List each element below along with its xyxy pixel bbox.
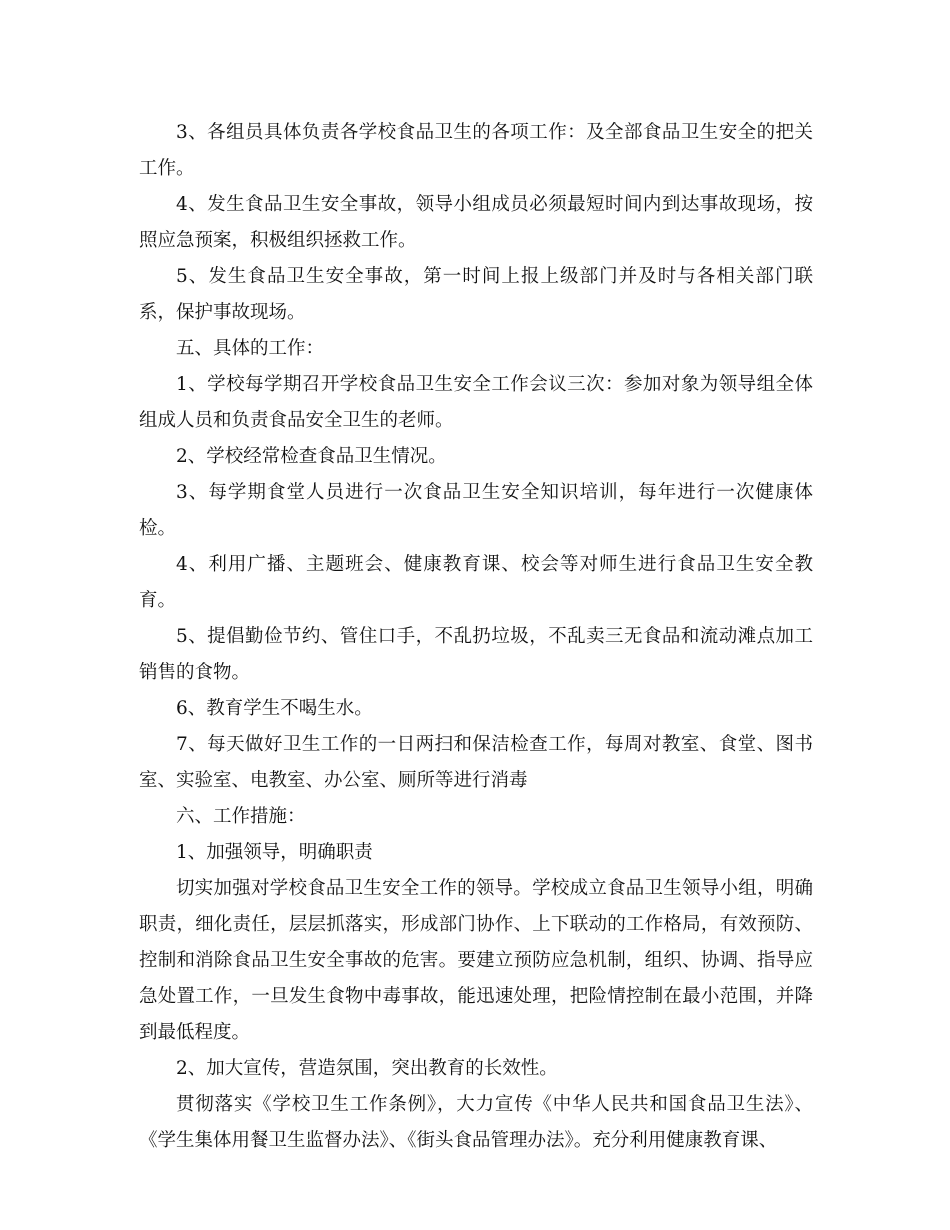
paragraph: 5、发生食品卫生安全事故，第一时间上报上级部门并及时与各相关部门联系，保护事故现场。 xyxy=(139,266,813,323)
paragraph: 7、每天做好卫生工作的一日两扫和保洁检查工作，每周对教室、食堂、图书室、实验室、电教室、办公室、厕所等进行消毒 xyxy=(139,734,813,791)
paragraph: 6、教育学生不喝生水。 xyxy=(176,698,373,719)
section-heading: 五、具体的工作： xyxy=(176,338,325,359)
paragraph: 贯彻落实《学校卫生工作条例》，大力宣传《中华人民共和国食品卫生法》、《学生集体用餐卫生监督办法》、《街头食品管理办法》。充分利用健康教育课、 xyxy=(139,1094,813,1151)
subsection-heading: 2、加大宣传，营造氛围，突出教育的长效性。 xyxy=(176,1058,558,1079)
paragraph: 切实加强对学校食品卫生安全工作的领导。学校成立食品卫生领导小组，明确职责，细化责任，层层抓落实，形成部门协作、上下联动的工作格局，有效预防、控制和消除食品卫生安全事故的危害。要建立预防应急机制，组织、协调、指导应急处置工作，一旦发生食物中毒事故，能迅速处理，把险情控制在最小范围，并降到最低程度。 xyxy=(139,878,813,1043)
document-body xyxy=(139,115,813,1159)
paragraph: 2、学校经常检查食品卫生情况。 xyxy=(176,446,447,467)
subsection-heading: 1、加强领导，明确职责 xyxy=(176,842,373,863)
paragraph: 4、利用广播、主题班会、健康教育课、校会等对师生进行食品卫生安全教育。 xyxy=(139,554,813,611)
paragraph: 3、各组员具体负责各学校食品卫生的各项工作：及全部食品卫生安全的把关工作。 xyxy=(139,122,813,179)
paragraph: 4、发生食品卫生安全事故，领导小组成员必须最短时间内到达事故现场，按照应急预案，积极组织拯救工作。 xyxy=(139,194,813,251)
paragraph: 5、提倡勤俭节约、管住口手，不乱扔垃圾，不乱卖三无食品和流动滩点加工销售的食物。 xyxy=(139,626,813,683)
section-heading: 六、工作措施： xyxy=(176,806,306,827)
paragraph: 1、学校每学期召开学校食品卫生安全工作会议三次：参加对象为领导组全体组成人员和负责食品安全卫生的老师。 xyxy=(139,374,813,431)
paragraph: 3、每学期食堂人员进行一次食品卫生安全知识培训，每年进行一次健康体检。 xyxy=(139,482,813,539)
